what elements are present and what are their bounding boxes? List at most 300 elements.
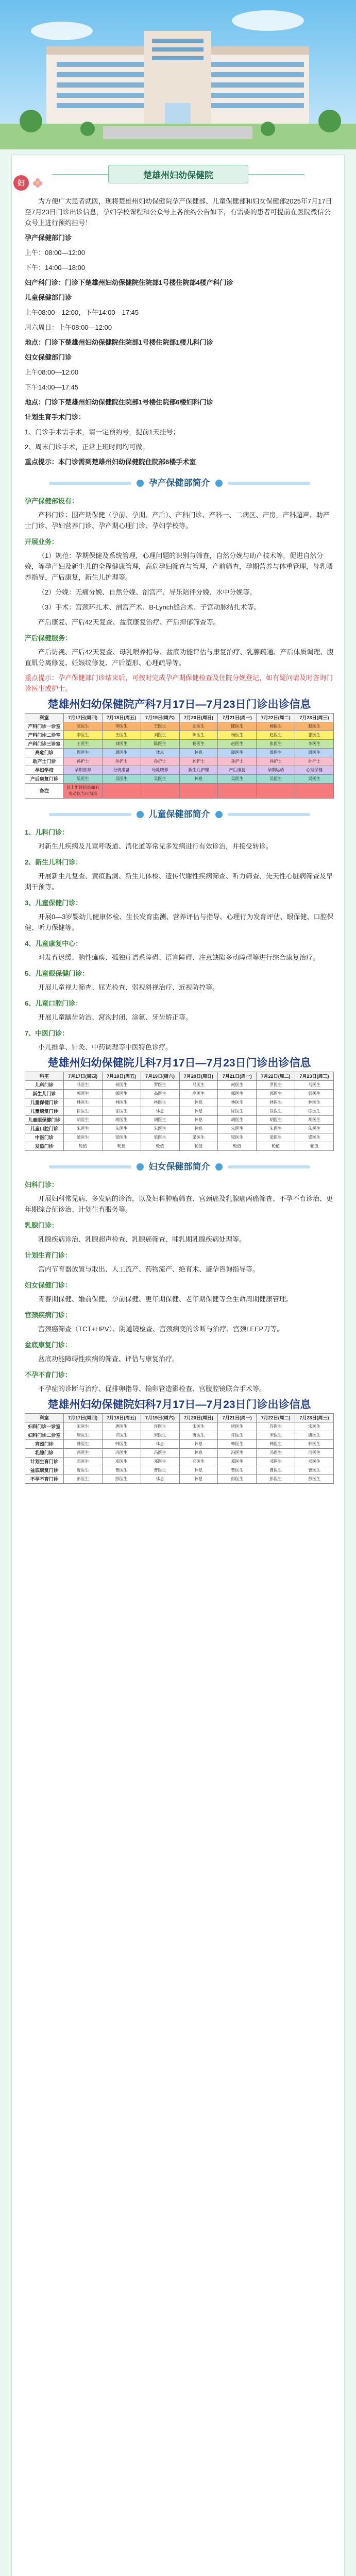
women-paragraph: 妇女保健门诊： bbox=[25, 1281, 72, 1289]
brand bbox=[13, 175, 43, 191]
maternal-heading-text: 孕产保健部简介 bbox=[148, 478, 210, 488]
maternal-paragraph: 开展业务： bbox=[25, 538, 59, 546]
row-label: 产后康复门诊 bbox=[25, 775, 64, 784]
table-cell: 唐医生 bbox=[179, 1431, 218, 1440]
table-cell: 吴医生 bbox=[63, 775, 102, 784]
table-cell: 吴医生 bbox=[218, 775, 257, 784]
table-cell: 邓医生 bbox=[257, 1458, 295, 1466]
row-label: 孕妇学校 bbox=[25, 766, 64, 775]
table-cell: 胡医生 bbox=[218, 1116, 257, 1125]
row-label: 发热门诊 bbox=[25, 1142, 64, 1151]
table-cell: 徐医生 bbox=[257, 1107, 295, 1116]
maternal-paragraph: 产后康复、产后42天复查、盆底康复治疗、产后抑郁筛查等。 bbox=[38, 618, 220, 626]
table-cell: 李医生 bbox=[295, 740, 334, 749]
table-cell: 休息 bbox=[179, 1449, 218, 1458]
row-label: 计划生育门诊 bbox=[25, 1458, 64, 1466]
table-cell: 轮值 bbox=[141, 1142, 179, 1151]
table-cell: 韩医生 bbox=[218, 1440, 257, 1449]
table-cell: 孙护士 bbox=[179, 757, 218, 766]
table-header-cell: 7月17日(周四) bbox=[63, 714, 102, 722]
heading-dot-icon bbox=[215, 1163, 223, 1171]
table-cell: 韩医生 bbox=[63, 1440, 102, 1449]
row-label: 产科门诊一诊室 bbox=[25, 722, 64, 731]
table-header-cell: 7月22日(周二) bbox=[257, 1072, 295, 1081]
table-cell: 孙护士 bbox=[257, 757, 295, 766]
table-header-cell: 科室 bbox=[25, 714, 64, 722]
table-cell bbox=[102, 784, 141, 799]
plan-note-1: 1、门诊手术需手术，请一定预约号，提前1天挂号； bbox=[25, 428, 180, 436]
row-label: 儿童康复门诊 bbox=[25, 1107, 64, 1116]
women-schedule-table bbox=[25, 1413, 334, 1484]
table-header-cell: 7月23日(周三) bbox=[295, 1414, 334, 1422]
women-paragraph: 计划生育门诊： bbox=[25, 1251, 72, 1259]
child-paragraph: 小儿推拿、针灸、中药调理等中医特色诊疗。 bbox=[38, 1043, 173, 1051]
table-cell: 赵医生 bbox=[218, 740, 257, 749]
child-paragraph: 6、儿童口腔门诊： bbox=[25, 999, 82, 1007]
row-label: 盆底康复门诊 bbox=[25, 1466, 64, 1475]
table-cell: 张医生 bbox=[63, 722, 102, 731]
row-label: 中医门诊 bbox=[25, 1133, 64, 1142]
article bbox=[25, 196, 334, 1484]
table-header-cell: 科室 bbox=[25, 1414, 64, 1422]
table-cell: 何医生 bbox=[218, 1081, 257, 1090]
row-label: 妇科门诊一诊室 bbox=[25, 1422, 64, 1431]
row-label: 儿童眼保健门诊 bbox=[25, 1116, 64, 1125]
table-cell: 王医生 bbox=[102, 731, 141, 740]
row-label: 新生儿门诊 bbox=[25, 1090, 64, 1098]
women-hours-pm: 下午14:00—17:45 bbox=[25, 383, 79, 391]
table-row bbox=[25, 775, 334, 784]
table-cell: 朱医生 bbox=[257, 1125, 295, 1133]
table-cell: 李医生 bbox=[63, 731, 102, 740]
women-paragraph: 盆底功能障碍性疾病的筛查、评估与康复治疗。 bbox=[38, 1355, 179, 1363]
table-header-cell: 7月18日(周五) bbox=[102, 1414, 141, 1422]
women-paragraph: 乳腺门诊： bbox=[25, 1222, 59, 1229]
child-paragraph: 3、儿童保健门诊： bbox=[25, 899, 82, 907]
heading-bar-left bbox=[49, 813, 131, 816]
maternal-section-heading bbox=[25, 478, 334, 488]
table-cell: 休息 bbox=[179, 749, 218, 757]
table-cell: 梁医生 bbox=[63, 1133, 102, 1142]
table-cell: 徐医生 bbox=[102, 1107, 141, 1116]
maternal-paragraph: 孕产保健部设有： bbox=[25, 497, 79, 505]
table-cell: 冯医生 bbox=[63, 1449, 102, 1458]
table-cell: 林医生 bbox=[102, 1098, 141, 1107]
women-section-heading bbox=[25, 1161, 334, 1172]
table-row bbox=[25, 1431, 334, 1440]
table-header-cell: 7月23日(周三) bbox=[295, 714, 334, 722]
table-row bbox=[25, 1133, 334, 1142]
women-clinic-label: 妇女保健部门诊 bbox=[25, 353, 72, 361]
table-row bbox=[25, 1142, 334, 1151]
table-cell: 冯医生 bbox=[218, 1449, 257, 1458]
table-cell: 休息 bbox=[179, 1116, 218, 1125]
table-cell: 赵医生 bbox=[257, 731, 295, 740]
table-cell: 轮值 bbox=[102, 1142, 141, 1151]
table-cell: 宋医生 bbox=[295, 1422, 334, 1431]
table-cell: 分娩准备 bbox=[102, 766, 141, 775]
child-table-title: 楚雄州妇幼保健院儿科7月17日—7月23日门诊出诊信息 bbox=[47, 1057, 311, 1069]
table-cell: 轮值 bbox=[218, 1142, 257, 1151]
table-cell: 孙护士 bbox=[218, 757, 257, 766]
maternal-paragraph: （2）分娩：无痛分娩、自然分娩、剖宫产、导乐陪伴分娩、水中分娩等。 bbox=[38, 588, 257, 596]
table-cell bbox=[295, 784, 334, 799]
plan-note-2: 2、周末门诊手术，正常上班时间均可做。 bbox=[25, 443, 149, 451]
maternal-paragraphs bbox=[25, 496, 334, 628]
table-header-cell: 7月18日(周五) bbox=[102, 714, 141, 722]
child-heading-text: 儿童保健部简介 bbox=[148, 809, 210, 819]
women-paragraph: 宫内节育器放置与取出、人工流产、药物流产、绝育术、避孕咨询指导等。 bbox=[38, 1265, 260, 1273]
child-paragraph: 对发育迟缓、脑性瘫痪、孤独症谱系障碍、语言障碍、注意缺陷多动障碍等进行综合康复治疗。 bbox=[38, 954, 320, 961]
women-paragraph: 开展妇科常见病、多发病的诊治，以及妇科肿瘤筛查、宫颈癌及乳腺癌两癌筛查、不孕不育诊治、更年期综合征诊治、计划生育服务等。 bbox=[25, 1195, 333, 1213]
table-cell: 高医生 bbox=[179, 1090, 218, 1098]
women-paragraph: 宫颈疾病门诊： bbox=[25, 1311, 72, 1319]
table-cell: 王医生 bbox=[141, 722, 179, 731]
table-row bbox=[25, 1440, 334, 1449]
table-cell: 邓医生 bbox=[102, 1458, 141, 1466]
row-label: 妇科门诊二诊室 bbox=[25, 1431, 64, 1440]
table-row bbox=[25, 1458, 334, 1466]
table-row bbox=[25, 766, 334, 775]
plan-note-3: 重点提示：本门诊需到楚雄州妇幼保健院住院部6楼手术室 bbox=[25, 458, 196, 466]
child-clinic-label: 儿童保健部门诊 bbox=[25, 294, 72, 301]
heading-bar-right bbox=[228, 482, 310, 485]
table-cell: 胡医生 bbox=[141, 1116, 179, 1125]
women-paragraph: 妇科门诊： bbox=[25, 1181, 59, 1189]
child-hours-am: 上午08:00—12:00，下午14:00—17:45 bbox=[25, 309, 139, 316]
table-row bbox=[25, 1107, 334, 1116]
table-cell: 曹医生 bbox=[295, 1466, 334, 1475]
women-paragraph: 青春期保健、婚前保健、孕前保健、更年期保健、老年期保健等全生命周期健康管理。 bbox=[38, 1295, 293, 1303]
table-header-cell: 7月19日(周六) bbox=[141, 1072, 179, 1081]
table-cell: 休息 bbox=[179, 1098, 218, 1107]
row-label: 儿科门诊 bbox=[25, 1081, 64, 1090]
table-header-cell: 科室 bbox=[25, 1072, 64, 1081]
table-cell: 林医生 bbox=[63, 1098, 102, 1107]
maternal-paragraph: 产科门诊：围产期保健（孕前、孕期、产后）、产科门诊、产科一、二病区、产房，产科超声、助产士门诊、孕妇营养门诊、孕产期心理门诊、孕妇学校等。 bbox=[25, 511, 330, 530]
child-paragraph: 7、中医门诊： bbox=[25, 1029, 69, 1037]
women-table-title: 楚雄州妇幼保健院妇科7月17日—7月23日门诊出诊信息 bbox=[47, 1399, 311, 1411]
heading-bar-right bbox=[228, 813, 310, 816]
table-cell bbox=[141, 784, 179, 799]
heading-dot-icon bbox=[215, 811, 223, 818]
table-cell: 郭医生 bbox=[63, 1090, 102, 1098]
table-cell: 张医生 bbox=[295, 731, 334, 740]
table-cell: 林医生 bbox=[141, 1098, 179, 1107]
table-cell: 周医生 bbox=[218, 749, 257, 757]
child-schedule-table bbox=[25, 1072, 334, 1151]
table-row bbox=[25, 1422, 334, 1431]
hospital-building-image bbox=[0, 0, 356, 149]
hero-banner bbox=[0, 0, 356, 149]
table-cell: 周医生 bbox=[63, 749, 102, 757]
row-label: 助产士门诊 bbox=[25, 757, 64, 766]
heading-dot-icon bbox=[137, 480, 144, 487]
table-cell: 休息 bbox=[179, 1466, 218, 1475]
table-cell: 休息 bbox=[179, 1125, 218, 1133]
child-paragraph: 开展儿童视力筛查、屈光检查、弱视斜视治疗、近视防控等。 bbox=[38, 984, 219, 991]
table-cell: 休息 bbox=[141, 1440, 179, 1449]
table-row bbox=[25, 1449, 334, 1458]
table-cell: 唐医生 bbox=[63, 1431, 102, 1440]
table-row bbox=[25, 731, 334, 740]
table-cell: 吴医生 bbox=[295, 775, 334, 784]
table-cell: 杨医生 bbox=[179, 740, 218, 749]
table-header-row bbox=[25, 1072, 334, 1081]
table-cell: 母乳喂养 bbox=[141, 766, 179, 775]
table-header-cell: 7月21日(周一) bbox=[218, 1414, 257, 1422]
table-cell: 周医生 bbox=[295, 749, 334, 757]
table-cell: 韩医生 bbox=[102, 1440, 141, 1449]
child-paragraphs bbox=[25, 827, 334, 1053]
table-cell bbox=[218, 784, 257, 799]
table-cell: 邓医生 bbox=[141, 1458, 179, 1466]
table-cell: 彭医生 bbox=[63, 1475, 102, 1484]
table-header-cell: 7月22日(周二) bbox=[257, 714, 295, 722]
table-header-cell: 7月23日(周三) bbox=[295, 1072, 334, 1081]
table-header-row bbox=[25, 714, 334, 722]
table-cell: 梁医生 bbox=[218, 1133, 257, 1142]
table-cell: 郭医生 bbox=[218, 1090, 257, 1098]
table-cell: 赵医生 bbox=[295, 722, 334, 731]
child-paragraph: 5、儿童眼保健门诊： bbox=[25, 970, 89, 977]
table-cell: 徐医生 bbox=[218, 1107, 257, 1116]
row-label: 乳腺门诊 bbox=[25, 1449, 64, 1458]
table-cell: 轮值 bbox=[257, 1142, 295, 1151]
table-cell: 宋医生 bbox=[179, 1422, 218, 1431]
table-cell: 林医生 bbox=[218, 1098, 257, 1107]
table-cell: 孕期营养 bbox=[63, 766, 102, 775]
table-cell: 彭医生 bbox=[257, 1475, 295, 1484]
row-label: 儿童口腔门诊 bbox=[25, 1125, 64, 1133]
women-paragraph: 不孕不育门诊： bbox=[25, 1371, 72, 1379]
table-cell: 许医生 bbox=[257, 1422, 295, 1431]
table-cell: 刘医生 bbox=[141, 731, 179, 740]
table-cell: 新生儿护理 bbox=[179, 766, 218, 775]
plan-notes-label: 计划生育手术门诊： bbox=[25, 413, 86, 421]
table-cell: 孙护士 bbox=[63, 757, 102, 766]
maternal-paragraph: （1）规范：孕期保健及系统管理，心理问题的识别与筛查，自然分娩与助产技术等，促进自然分娩，等孕产妇及新生儿的全程健康管理，高危孕妇筛查与管理，产前筛查，孕期营养与体重管理，母乳喂养指导，产后康复，新生儿护理等。 bbox=[25, 552, 333, 581]
table-cell: 朱医生 bbox=[63, 1125, 102, 1133]
table-cell: 孙护士 bbox=[141, 757, 179, 766]
child-paragraph: 1、儿科门诊： bbox=[25, 828, 69, 836]
table-cell: 胡医生 bbox=[257, 1116, 295, 1125]
table-cell: 邓医生 bbox=[218, 1458, 257, 1466]
table-cell: 朱医生 bbox=[295, 1125, 334, 1133]
maternal-schedule-table bbox=[25, 713, 334, 799]
table-header-cell: 7月17日(周四) bbox=[63, 1414, 102, 1422]
table-cell: 以上出诊信息如有变动以当日为准 bbox=[63, 784, 102, 799]
row-label: 宫颈门诊 bbox=[25, 1440, 64, 1449]
table-cell: 杨医生 bbox=[218, 731, 257, 740]
table-cell bbox=[257, 784, 295, 799]
table-cell: 休息 bbox=[141, 1107, 179, 1116]
heading-dot-icon bbox=[215, 480, 223, 487]
table-cell: 郭医生 bbox=[102, 1090, 141, 1098]
women-hours-am: 上午08:00—12:00 bbox=[25, 368, 79, 376]
table-cell: 朱医生 bbox=[141, 1125, 179, 1133]
table-cell: 郭医生 bbox=[257, 1090, 295, 1098]
table-cell: 心理保健 bbox=[295, 766, 334, 775]
table-cell: 孕期运动 bbox=[257, 766, 295, 775]
table-cell: 梁医生 bbox=[257, 1133, 295, 1142]
table-cell: 马医生 bbox=[295, 1081, 334, 1090]
table-cell: 曹医生 bbox=[141, 1466, 179, 1475]
table-cell: 高医生 bbox=[141, 1090, 179, 1098]
table-cell: 刘医生 bbox=[179, 722, 218, 731]
heading-bar-left bbox=[49, 482, 131, 485]
table-cell: 梁医生 bbox=[141, 1133, 179, 1142]
table-cell: 冯医生 bbox=[141, 1449, 179, 1458]
child-paragraph: 开展儿童龋齿防治、窝沟封闭、涂氟、牙齿矫正等。 bbox=[38, 1013, 193, 1021]
table-cell: 冯医生 bbox=[257, 1449, 295, 1458]
table-row bbox=[25, 784, 334, 799]
table-header-cell: 7月22日(周二) bbox=[257, 1414, 295, 1422]
maternal-clinic-label: 孕产保健部门诊 bbox=[25, 234, 72, 242]
child-paragraph: 开展新生儿复查、黄疸监测、新生儿体检、遗传代谢性疾病筛查、听力筛查、先天性心脏病筛查及早期干预等。 bbox=[25, 872, 333, 891]
table-header-cell: 7月19日(周六) bbox=[141, 714, 179, 722]
table-header-cell: 7月20日(周日) bbox=[179, 714, 218, 722]
table-cell: 邓医生 bbox=[179, 1458, 218, 1466]
table-cell: 休息 bbox=[179, 1107, 218, 1116]
table-cell: 休息 bbox=[179, 1440, 218, 1449]
table-cell: 许医生 bbox=[218, 1431, 257, 1440]
table-cell: 许医生 bbox=[102, 1431, 141, 1440]
table-row bbox=[25, 722, 334, 731]
table-cell: 邓医生 bbox=[295, 1458, 334, 1466]
maternal-notice: 重点提示：孕产保健部门诊结束后，可按时完成孕产期保健检查及住院分娩登记，如有疑问请及时咨询门诊医生或护士。 bbox=[25, 674, 333, 692]
table-cell: 李医生 bbox=[102, 722, 141, 731]
maternal-sub-text: 产后访视、产后42天复查、母乳喂养指导、盆底功能评估与康复治疗、乳腺疏通、产后体质调理、腹直肌分离修复、妊娠纹修复、产后塑形、心理疏导等。 bbox=[25, 648, 334, 667]
table-cell: 林医生 bbox=[257, 1098, 295, 1107]
table-cell: 曹医生 bbox=[218, 1466, 257, 1475]
intro-paragraph: 为方便广大患者就医，现将楚雄州妇幼保健院孕产保健部、儿童保健部和妇女保健部2025年7月17日至7月23日门诊出诊信息，孕妇学校课程和公众号上各预约公告如下，有需要的患者可提前在医院微信公众号上进行预约挂号！ bbox=[25, 197, 332, 227]
women-paragraph: 宫颈癌筛查（TCT+HPV）、阴道镜检查、宫颈病变的诊断与治疗、宫颈LEEP刀等。 bbox=[38, 1325, 284, 1333]
table-cell: 唐医生 bbox=[295, 1431, 334, 1440]
table-cell: 产后康复 bbox=[218, 766, 257, 775]
table-cell: 林医生 bbox=[295, 1098, 334, 1107]
table-cell: 彭医生 bbox=[102, 1475, 141, 1484]
child-paragraph: 对新生儿疾病及儿童呼吸道、消化道等常见多发病进行有效诊治，并接受转诊。 bbox=[38, 842, 273, 850]
table-header-cell: 7月21日(周一) bbox=[218, 714, 257, 722]
maternal-table-title: 楚雄州妇幼保健院产科7月17日—7月23日门诊出诊信息 bbox=[47, 699, 311, 710]
table-cell: 宋医生 bbox=[63, 1422, 102, 1431]
table-cell: 何医生 bbox=[102, 1081, 141, 1090]
table-cell: 徐医生 bbox=[295, 1107, 334, 1116]
table-cell: 梁医生 bbox=[102, 1133, 141, 1142]
hospital-logo-icon: 妇 bbox=[13, 175, 29, 191]
table-cell: 吴医生 bbox=[102, 775, 141, 784]
table-cell: 韩医生 bbox=[295, 1440, 334, 1449]
table-row bbox=[25, 1475, 334, 1484]
table-header-cell: 7月19日(周六) bbox=[141, 1414, 179, 1422]
table-cell: 马医生 bbox=[63, 1081, 102, 1090]
table-cell: 宋医生 bbox=[257, 1431, 295, 1440]
table-cell: 周医生 bbox=[102, 749, 141, 757]
table-cell bbox=[179, 784, 218, 799]
table-cell: 杨医生 bbox=[257, 722, 295, 731]
table-row bbox=[25, 1466, 334, 1475]
row-label: 不孕不育门诊 bbox=[25, 1475, 64, 1484]
women-paragraphs bbox=[25, 1179, 334, 1394]
child-paragraph: 2、新生儿科门诊： bbox=[25, 858, 82, 866]
table-cell: 胡医生 bbox=[102, 1116, 141, 1125]
maternal-hours-am: 上午：08:00—12:00 bbox=[25, 249, 86, 257]
row-label: 高危门诊 bbox=[25, 749, 64, 757]
table-cell: 休息 bbox=[141, 749, 179, 757]
table-row bbox=[25, 1090, 334, 1098]
table-cell: 唐医生 bbox=[102, 1422, 141, 1431]
heading-dot-icon bbox=[137, 1163, 144, 1171]
table-cell: 徐医生 bbox=[63, 1107, 102, 1116]
child-hours-pm: 周六周日：上午08:00—12:00 bbox=[25, 324, 112, 331]
table-cell: 胡医生 bbox=[295, 1116, 334, 1125]
row-label: 备注 bbox=[25, 784, 64, 799]
maternal-paragraph: （3）手术：宫颈环扎术、剖宫产术、B-Lynch缝合术、子宫动脉结扎术等。 bbox=[38, 603, 261, 611]
table-cell: 陈医生 bbox=[218, 722, 257, 731]
table-cell: 曹医生 bbox=[257, 1466, 295, 1475]
table-cell: 张医生 bbox=[257, 740, 295, 749]
women-heading-text: 妇女保健部简介 bbox=[148, 1162, 210, 1172]
table-cell: 陈医生 bbox=[141, 740, 179, 749]
table-row bbox=[25, 1125, 334, 1133]
women-place: 地点：门诊下楚雄州妇幼保健院住院部1号楼住院部6楼妇科门诊 bbox=[25, 398, 213, 406]
table-cell: 休息 bbox=[179, 1475, 218, 1484]
table-cell: 刘医生 bbox=[102, 740, 141, 749]
table-cell: 吴医生 bbox=[257, 775, 295, 784]
row-label: 产科门诊三诊室 bbox=[25, 740, 64, 749]
table-row bbox=[25, 740, 334, 749]
maternal-sub-heading: 产后保健服务： bbox=[25, 634, 72, 642]
table-row bbox=[25, 757, 334, 766]
row-label: 儿童保健门诊 bbox=[25, 1098, 64, 1107]
table-cell: 邓医生 bbox=[63, 1458, 102, 1466]
table-cell: 王医生 bbox=[63, 740, 102, 749]
table-cell: 曹医生 bbox=[102, 1466, 141, 1475]
table-cell: 朱医生 bbox=[102, 1125, 141, 1133]
table-cell: 梁医生 bbox=[295, 1133, 334, 1142]
table-header-cell: 7月18日(周五) bbox=[102, 1072, 141, 1081]
table-cell: 唐医生 bbox=[218, 1422, 257, 1431]
table-header-cell: 7月20日(周日) bbox=[179, 1414, 218, 1422]
table-cell: 冯医生 bbox=[295, 1449, 334, 1458]
maternal-hours-pm: 下午：14:00—18:00 bbox=[25, 264, 86, 272]
table-cell: 轮值 bbox=[295, 1142, 334, 1151]
table-cell: 周医生 bbox=[257, 749, 295, 757]
child-paragraph: 开展0—3岁婴幼儿健康体检、生长发育监测、营养评估与指导、心理行为发育评估、眼保健、口腔保健、听力保健等。 bbox=[25, 913, 334, 931]
women-paragraph: 乳腺疾病诊治、乳腺超声检查、乳腺癌筛查、哺乳期乳腺疾病处理等。 bbox=[38, 1235, 246, 1243]
table-cell: 宋医生 bbox=[141, 1431, 179, 1440]
table-cell: 罗医生 bbox=[257, 1081, 295, 1090]
table-row bbox=[25, 1116, 334, 1125]
table-cell: 朱医生 bbox=[218, 1125, 257, 1133]
table-cell: 冯医生 bbox=[102, 1449, 141, 1458]
table-cell: 胡医生 bbox=[63, 1116, 102, 1125]
table-cell: 轮值 bbox=[63, 1142, 102, 1151]
child-place: 地点：门诊下楚雄州妇幼保健院住院部1号楼住院部1楼儿科门诊 bbox=[25, 338, 213, 346]
row-label: 产科门诊二诊室 bbox=[25, 731, 64, 740]
table-cell: 彭医生 bbox=[295, 1475, 334, 1484]
heading-bar-right bbox=[228, 1165, 310, 1168]
table-row bbox=[25, 1098, 334, 1107]
table-row bbox=[25, 1081, 334, 1090]
table-cell: 陈医生 bbox=[179, 731, 218, 740]
women-paragraph: 盆底康复门诊： bbox=[25, 1341, 72, 1349]
table-cell: 梁医生 bbox=[179, 1133, 218, 1142]
heading-dot-icon bbox=[137, 811, 144, 818]
table-cell: 韩医生 bbox=[257, 1440, 295, 1449]
table-header-row bbox=[25, 1414, 334, 1422]
